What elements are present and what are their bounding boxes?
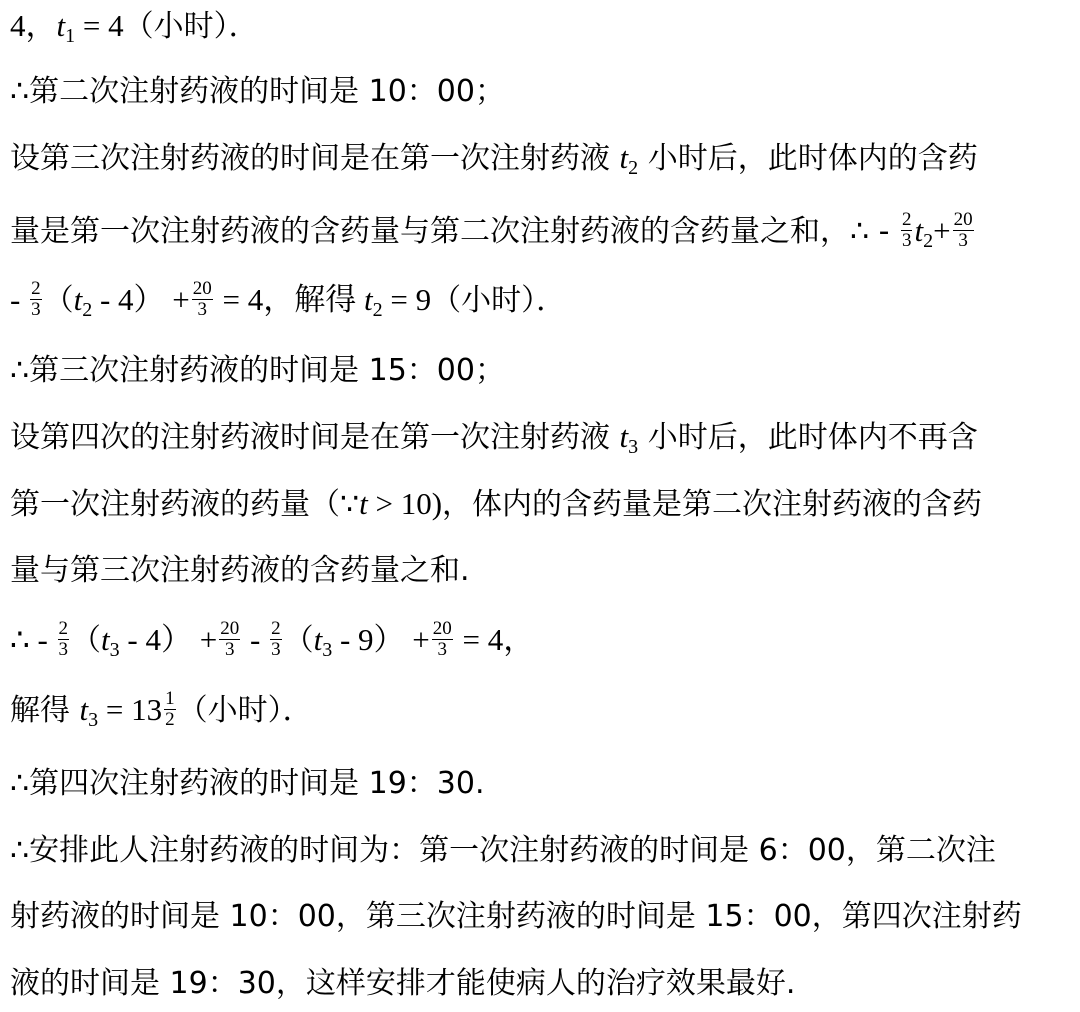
text-segment: （小时）． [123, 9, 259, 44]
fraction [164, 689, 176, 730]
variable-t: t [914, 213, 924, 248]
text-segment: ，体内的含药量是第二次注射药液的含药 [442, 487, 983, 522]
text-segment: 量是第一次注射药液的含药量与第二次注射药液的含药量之和，∴ - [10, 214, 899, 249]
text-segment: 设第四次的注射药液时间是在第一次注射药液 [10, 420, 620, 455]
text-segment: （ [43, 283, 74, 318]
variable-t: t [56, 8, 66, 43]
variable-t: t [359, 486, 368, 521]
line-solve-t2 [10, 274, 566, 326]
fraction-numerator: 20 [192, 278, 212, 299]
math-segment: = 4， [454, 622, 535, 657]
variable-t: t [73, 282, 83, 317]
math-segment: + [933, 213, 951, 248]
math-segment: - 9） [332, 622, 405, 657]
math-segment: - 4） [92, 282, 165, 317]
fraction-denominator: 3 [437, 639, 447, 660]
subscript: 2 [82, 299, 93, 321]
fraction-numerator: 20 [953, 209, 973, 230]
math-segment: = 4 [75, 8, 124, 43]
line-schedule-summary-1: ∴安排此人注射药液的时间为：第一次注射药液的时间是 6：00，第二次注 [10, 833, 996, 868]
subscript: 3 [322, 639, 333, 661]
subscript: 3 [109, 639, 120, 661]
line-t1-result [10, 0, 259, 52]
variable-t: t [619, 140, 629, 175]
text-segment: （小时）． [431, 283, 567, 318]
math-segment: - [242, 622, 269, 657]
line-solve-t3 [10, 684, 313, 736]
math-segment: ∴ - [10, 622, 56, 657]
fraction [901, 210, 913, 251]
fraction-numerator: 2 [31, 278, 41, 299]
math-segment: + [192, 622, 218, 657]
variable-t: t [79, 692, 89, 727]
math-segment: - [10, 282, 29, 317]
text-segment: （ [71, 623, 102, 658]
line-equation-t3 [10, 614, 534, 666]
fraction-numerator: 20 [432, 618, 452, 639]
subscript: 3 [628, 436, 639, 458]
fraction-denominator: 3 [224, 639, 235, 660]
fraction [219, 619, 240, 660]
math-segment: + [404, 622, 430, 657]
variable-t: t [101, 622, 110, 657]
fraction-numerator: 2 [901, 209, 912, 230]
line-fourth-injection-setup [10, 411, 978, 463]
subscript: 2 [923, 230, 934, 252]
text-segment: 4， [10, 8, 57, 43]
subscript: 2 [628, 157, 639, 179]
text-segment: 小时后，此时体内不再含 [638, 420, 978, 455]
fraction-denominator: 3 [958, 230, 968, 251]
math-segment: = 4，解得 [214, 282, 364, 317]
subscript: 1 [65, 25, 76, 47]
math-segment: + [164, 282, 190, 317]
math-segment: = 9 [382, 282, 432, 317]
fraction [58, 619, 70, 660]
fraction [270, 619, 282, 660]
text-segment: （小时）． [177, 693, 313, 728]
text-segment: 解得 [10, 693, 80, 728]
fraction-denominator: 3 [197, 299, 208, 320]
line-second-injection-time: ∴第二次注射药液的时间是 10：00； [10, 74, 505, 109]
text-segment: 设第三次注射药液的时间是在第一次注射药液 [10, 141, 620, 176]
math-segment: = 13 [98, 692, 163, 727]
variable-t: t [313, 622, 323, 657]
fraction-numerator: 2 [271, 618, 281, 639]
fraction-denominator: 3 [271, 639, 281, 660]
fraction [192, 279, 213, 320]
line-third-injection-time: ∴第三次注射药液的时间是 15：00； [10, 353, 505, 388]
fraction [30, 279, 42, 320]
line-third-injection-setup [10, 132, 978, 184]
line-fourth-injection-sum: 量与第三次注射药液的含药量之和. [10, 553, 470, 588]
subscript: 3 [88, 709, 99, 731]
math-segment: > 10) [367, 486, 443, 521]
fraction [432, 619, 453, 660]
line-fourth-injection-reason [10, 478, 982, 530]
line-fourth-injection-time: ∴第四次注射药液的时间是 19：30. [10, 766, 485, 801]
fraction-numerator: 2 [58, 618, 69, 639]
text-segment: 小时后，此时体内的含药 [638, 141, 978, 176]
fraction-numerator: 20 [220, 618, 240, 639]
text-segment: 第一次注射药液的药量（∵ [10, 487, 360, 522]
fraction [953, 210, 974, 251]
variable-t: t [364, 282, 373, 317]
variable-t: t [619, 419, 629, 454]
fraction-denominator: 3 [58, 639, 69, 660]
line-schedule-summary-2: 射药液的时间是 10：00，第三次注射药液的时间是 15：00，第四次注射药 [10, 899, 1022, 934]
line-schedule-summary-3: 液的时间是 19：30，这样安排才能使病人的治疗效果最好. [10, 966, 796, 1001]
fraction-denominator: 3 [901, 230, 912, 251]
line-third-injection-sum [10, 205, 976, 257]
text-segment: （ [283, 623, 314, 658]
fraction-denominator: 2 [165, 709, 175, 730]
fraction-numerator: 1 [165, 688, 175, 709]
fraction-denominator: 3 [31, 299, 41, 320]
math-segment: - 4） [119, 622, 192, 657]
subscript: 2 [372, 299, 383, 321]
